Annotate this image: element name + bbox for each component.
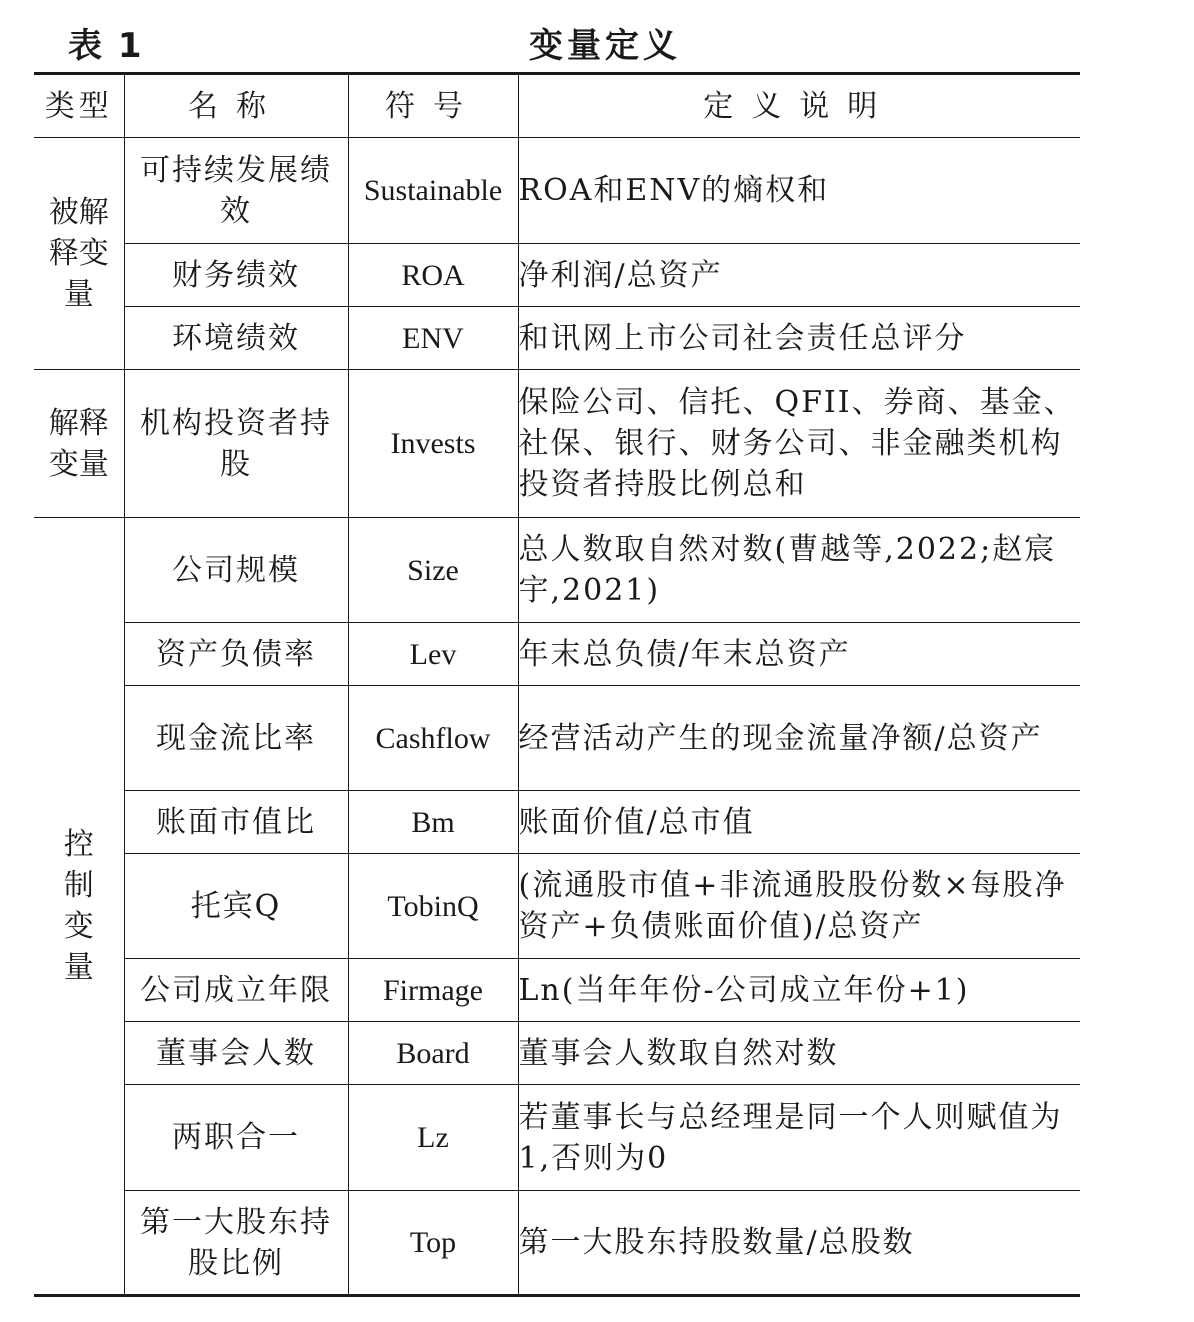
variable-definition: 经营活动产生的现金流量净额/总资产	[518, 686, 1080, 791]
table-number: 表 1	[68, 26, 144, 66]
variable-name: 两职合一	[124, 1085, 348, 1191]
variable-symbol: TobinQ	[348, 854, 518, 959]
variable-definition: 和讯网上市公司社会责任总评分	[518, 307, 1080, 370]
table-row	[34, 686, 1080, 791]
variable-symbol: Size	[348, 518, 518, 623]
variable-symbol: Lz	[348, 1085, 518, 1191]
variable-name: 可持续发展绩效	[124, 138, 348, 244]
variable-name: 第一大股东持股比例	[124, 1191, 348, 1296]
variable-definition: Ln(当年年份-公司成立年份+1)	[518, 959, 1080, 1022]
table-row	[34, 370, 1080, 518]
group-control	[34, 518, 124, 1296]
variable-definition: 若董事长与总经理是同一个人则赋值为1,否则为0	[518, 1085, 1080, 1191]
variable-name: 公司规模	[124, 518, 348, 623]
table-row	[34, 791, 1080, 854]
table-row	[34, 138, 1080, 244]
header-definition: 定义说明	[518, 74, 1080, 138]
group-control-label: 控制变量	[63, 827, 94, 985]
variable-symbol: Lev	[348, 623, 518, 686]
table-row	[34, 1022, 1080, 1085]
variable-symbol: Top	[348, 1191, 518, 1296]
table-row	[34, 244, 1080, 307]
variable-definition: 年末总负债/年末总资产	[518, 623, 1080, 686]
variable-name: 机构投资者持股	[124, 370, 348, 518]
group-explanatory: 解释变量	[34, 370, 124, 518]
table-row	[34, 854, 1080, 959]
variable-definition: 总人数取自然对数(曹越等,2022;赵宸宇,2021)	[518, 518, 1080, 623]
variable-name: 董事会人数	[124, 1022, 348, 1085]
variable-definition-table	[34, 72, 1080, 1297]
table-row	[34, 959, 1080, 1022]
variable-definition: (流通股市值+非流通股股份数×每股净资产+负债账面价值)/总资产	[518, 854, 1080, 959]
variable-definition: 账面价值/总市值	[518, 791, 1080, 854]
variable-symbol: Bm	[348, 791, 518, 854]
variable-symbol: Board	[348, 1022, 518, 1085]
variable-name: 资产负债率	[124, 623, 348, 686]
variable-symbol: Cashflow	[348, 686, 518, 791]
variable-name: 托宾Q	[124, 854, 348, 959]
variable-name: 公司成立年限	[124, 959, 348, 1022]
variable-name: 环境绩效	[124, 307, 348, 370]
header-type: 类型	[34, 74, 124, 138]
variable-definition: 保险公司、信托、QFII、券商、基金、社保、银行、财务公司、非金融类机构投资者持股比例总和	[518, 370, 1080, 518]
header-symbol: 符号	[348, 74, 518, 138]
table-row	[34, 518, 1080, 623]
variable-definition: 净利润/总资产	[518, 244, 1080, 307]
variable-symbol: Firmage	[348, 959, 518, 1022]
variable-symbol: Invests	[348, 370, 518, 518]
table-row	[34, 623, 1080, 686]
variable-symbol: ROA	[348, 244, 518, 307]
table-row	[34, 1085, 1080, 1191]
table-row	[34, 1191, 1080, 1296]
variable-symbol: ENV	[348, 307, 518, 370]
table-row	[34, 307, 1080, 370]
variable-name: 财务绩效	[124, 244, 348, 307]
table-title: 变量定义	[529, 26, 681, 66]
group-dependent: 被解释变量	[34, 138, 124, 370]
variable-name: 现金流比率	[124, 686, 348, 791]
header-name: 名称	[124, 74, 348, 138]
variable-definition: ROA和ENV的熵权和	[518, 138, 1080, 244]
variable-symbol: Sustainable	[348, 138, 518, 244]
variable-name: 账面市值比	[124, 791, 348, 854]
variable-definition: 第一大股东持股数量/总股数	[518, 1191, 1080, 1296]
table-header-row	[34, 74, 1080, 138]
variable-definition: 董事会人数取自然对数	[518, 1022, 1080, 1085]
